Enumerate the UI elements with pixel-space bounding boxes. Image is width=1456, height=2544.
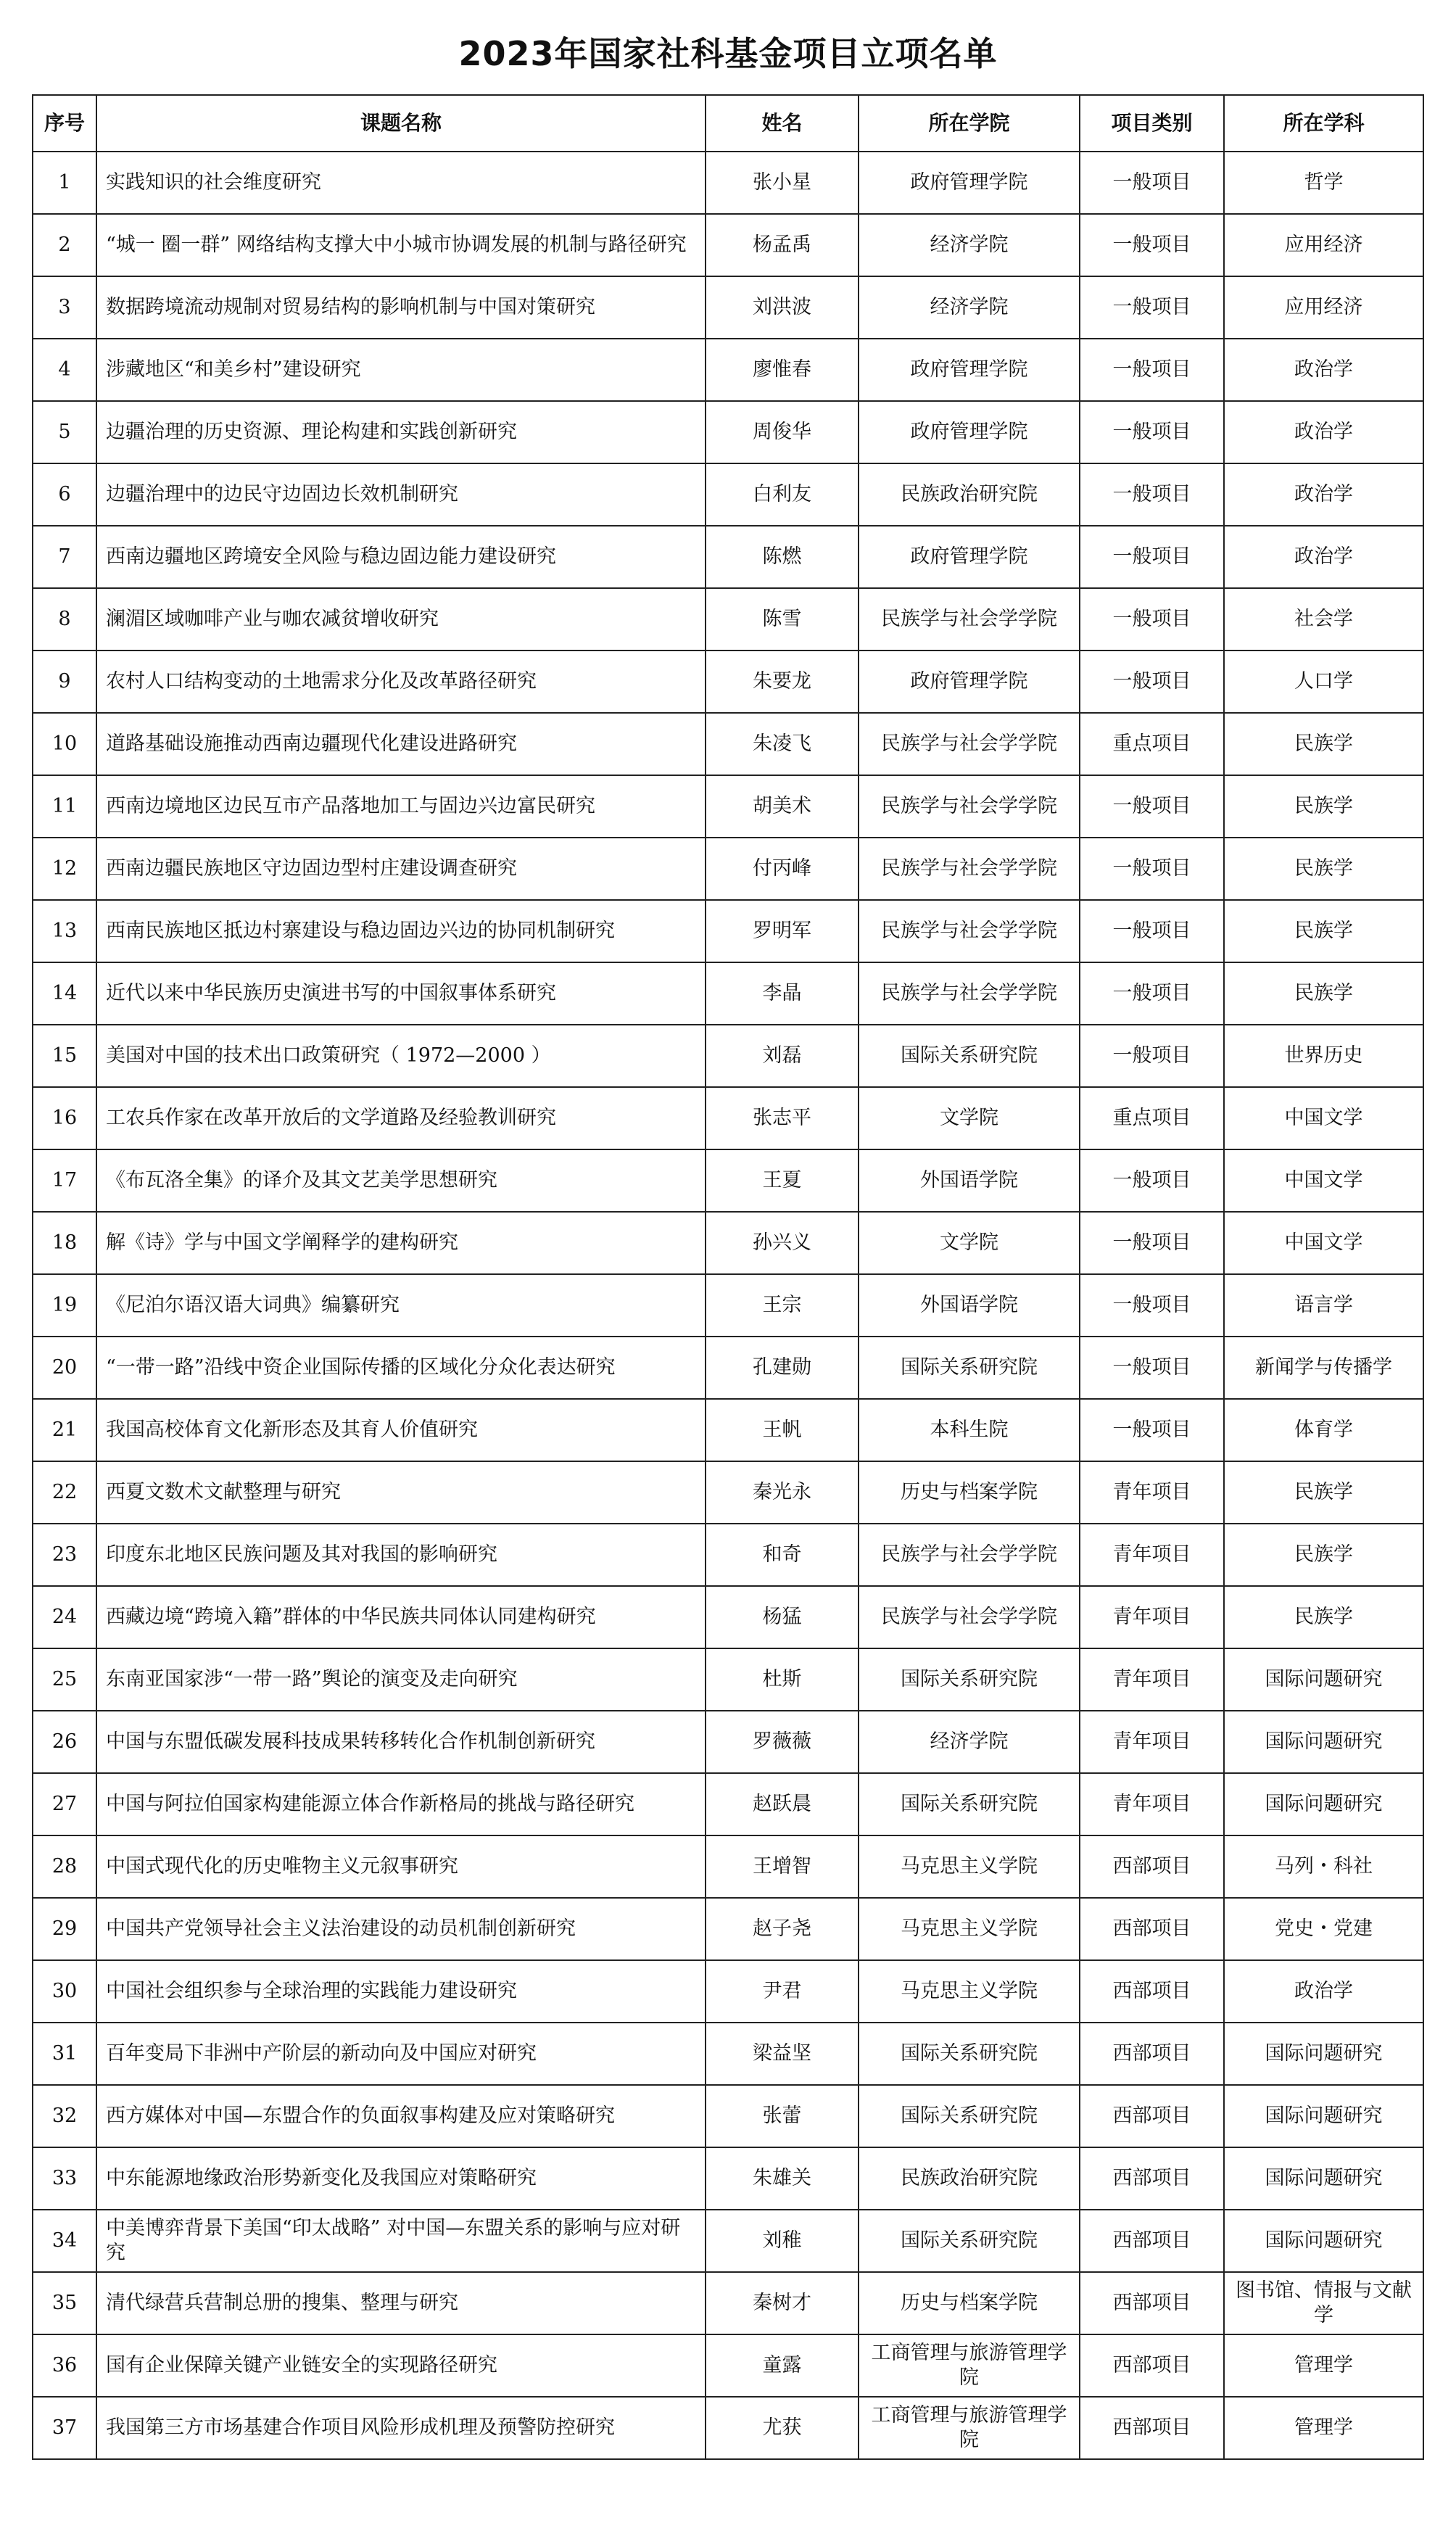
cell-no: 2	[33, 214, 96, 276]
cell-subject: 政治学	[1224, 1960, 1423, 2023]
table-row	[33, 526, 1423, 588]
cell-type: 一般项目	[1080, 588, 1224, 651]
cell-subject: 体育学	[1224, 1399, 1423, 1461]
cell-type: 一般项目	[1080, 838, 1224, 900]
table-row	[33, 152, 1423, 214]
cell-name: 刘稚	[706, 2210, 859, 2272]
cell-type: 一般项目	[1080, 152, 1224, 214]
cell-name: 朱要龙	[706, 651, 859, 713]
cell-topic: “城一 圈一群” 网络结构支撑大中小城市协调发展的机制与路径研究	[96, 214, 706, 276]
cell-subject: 民族学	[1224, 900, 1423, 962]
cell-topic: 涉藏地区“和美乡村”建设研究	[96, 339, 706, 401]
cell-topic: 西南边疆地区跨境安全风险与稳边固边能力建设研究	[96, 526, 706, 588]
cell-type: 一般项目	[1080, 900, 1224, 962]
cell-subject: 哲学	[1224, 152, 1423, 214]
cell-name: 王夏	[706, 1149, 859, 1212]
cell-school: 经济学院	[859, 276, 1080, 339]
cell-topic: 我国高校体育文化新形态及其育人价值研究	[96, 1399, 706, 1461]
cell-topic: 中国共产党领导社会主义法治建设的动员机制创新研究	[96, 1898, 706, 1960]
cell-subject: 民族学	[1224, 775, 1423, 838]
header-name: 姓名	[706, 95, 859, 152]
cell-subject: 人口学	[1224, 651, 1423, 713]
cell-school: 历史与档案学院	[859, 1461, 1080, 1524]
cell-no: 6	[33, 463, 96, 526]
cell-name: 王增智	[706, 1835, 859, 1898]
cell-type: 西部项目	[1080, 2334, 1224, 2397]
cell-subject: 国际问题研究	[1224, 1711, 1423, 1773]
cell-topic: 东南亚国家涉“一带一路”舆论的演变及走向研究	[96, 1648, 706, 1711]
cell-type: 一般项目	[1080, 1337, 1224, 1399]
cell-topic: 农村人口结构变动的土地需求分化及改革路径研究	[96, 651, 706, 713]
cell-name: 秦光永	[706, 1461, 859, 1524]
cell-topic: 印度东北地区民族问题及其对我国的影响研究	[96, 1524, 706, 1586]
cell-type: 一般项目	[1080, 1025, 1224, 1087]
table-row	[33, 1337, 1423, 1399]
cell-subject: 国际问题研究	[1224, 1773, 1423, 1835]
cell-name: 孙兴义	[706, 1212, 859, 1274]
cell-subject: 党史・党建	[1224, 1898, 1423, 1960]
cell-name: 杨猛	[706, 1586, 859, 1648]
table-row	[33, 2272, 1423, 2334]
cell-name: 赵子尧	[706, 1898, 859, 1960]
cell-subject: 语言学	[1224, 1274, 1423, 1337]
cell-subject: 民族学	[1224, 838, 1423, 900]
cell-school: 政府管理学院	[859, 651, 1080, 713]
cell-name: 李晶	[706, 962, 859, 1025]
cell-type: 西部项目	[1080, 1898, 1224, 1960]
cell-topic: 澜湄区域咖啡产业与咖农减贫增收研究	[96, 588, 706, 651]
table-row	[33, 2210, 1423, 2272]
cell-subject: 中国文学	[1224, 1212, 1423, 1274]
cell-no: 30	[33, 1960, 96, 2023]
cell-school: 国际关系研究院	[859, 2023, 1080, 2085]
cell-name: 张志平	[706, 1087, 859, 1149]
cell-topic: 道路基础设施推动西南边疆现代化建设进路研究	[96, 713, 706, 775]
cell-name: 梁益坚	[706, 2023, 859, 2085]
cell-type: 一般项目	[1080, 1149, 1224, 1212]
table-row	[33, 1960, 1423, 2023]
cell-subject: 政治学	[1224, 339, 1423, 401]
table-row	[33, 962, 1423, 1025]
cell-topic: 西夏文数术文献整理与研究	[96, 1461, 706, 1524]
cell-type: 一般项目	[1080, 276, 1224, 339]
cell-type: 青年项目	[1080, 1773, 1224, 1835]
cell-name: 罗明军	[706, 900, 859, 962]
cell-type: 一般项目	[1080, 463, 1224, 526]
cell-school: 国际关系研究院	[859, 2210, 1080, 2272]
cell-subject: 中国文学	[1224, 1087, 1423, 1149]
cell-name: 张蕾	[706, 2085, 859, 2147]
cell-school: 民族政治研究院	[859, 463, 1080, 526]
cell-subject: 民族学	[1224, 962, 1423, 1025]
cell-subject: 应用经济	[1224, 214, 1423, 276]
cell-type: 西部项目	[1080, 2023, 1224, 2085]
cell-no: 1	[33, 152, 96, 214]
header-topic: 课题名称	[96, 95, 706, 152]
cell-type: 一般项目	[1080, 214, 1224, 276]
cell-no: 17	[33, 1149, 96, 1212]
cell-school: 民族学与社会学学院	[859, 1586, 1080, 1648]
cell-name: 杨孟禹	[706, 214, 859, 276]
header-type: 项目类别	[1080, 95, 1224, 152]
cell-subject: 应用经济	[1224, 276, 1423, 339]
cell-name: 杜斯	[706, 1648, 859, 1711]
cell-no: 16	[33, 1087, 96, 1149]
cell-school: 国际关系研究院	[859, 2085, 1080, 2147]
cell-no: 31	[33, 2023, 96, 2085]
cell-name: 尹君	[706, 1960, 859, 2023]
cell-name: 王宗	[706, 1274, 859, 1337]
cell-type: 一般项目	[1080, 401, 1224, 463]
table-row	[33, 775, 1423, 838]
cell-topic: 美国对中国的技术出口政策研究（ 1972—2000 ）	[96, 1025, 706, 1087]
cell-type: 一般项目	[1080, 1274, 1224, 1337]
cell-type: 一般项目	[1080, 775, 1224, 838]
cell-school: 政府管理学院	[859, 526, 1080, 588]
header-subject: 所在学科	[1224, 95, 1423, 152]
table-row	[33, 1711, 1423, 1773]
cell-topic: “一带一路”沿线中资企业国际传播的区域化分众化表达研究	[96, 1337, 706, 1399]
cell-type: 一般项目	[1080, 1212, 1224, 1274]
cell-school: 民族学与社会学学院	[859, 838, 1080, 900]
cell-topic: 中国与东盟低碳发展科技成果转移转化合作机制创新研究	[96, 1711, 706, 1773]
cell-no: 32	[33, 2085, 96, 2147]
cell-name: 白利友	[706, 463, 859, 526]
cell-school: 国际关系研究院	[859, 1773, 1080, 1835]
cell-type: 一般项目	[1080, 1399, 1224, 1461]
cell-name: 朱凌飞	[706, 713, 859, 775]
table-row	[33, 401, 1423, 463]
cell-name: 刘磊	[706, 1025, 859, 1087]
cell-type: 西部项目	[1080, 2210, 1224, 2272]
cell-school: 民族学与社会学学院	[859, 588, 1080, 651]
cell-name: 张小星	[706, 152, 859, 214]
cell-school: 政府管理学院	[859, 401, 1080, 463]
cell-topic: 边疆治理中的边民守边固边长效机制研究	[96, 463, 706, 526]
cell-school: 外国语学院	[859, 1274, 1080, 1337]
cell-school: 民族学与社会学学院	[859, 900, 1080, 962]
cell-name: 秦树才	[706, 2272, 859, 2334]
cell-school: 马克思主义学院	[859, 1898, 1080, 1960]
cell-no: 29	[33, 1898, 96, 1960]
cell-type: 一般项目	[1080, 651, 1224, 713]
cell-school: 政府管理学院	[859, 152, 1080, 214]
cell-school: 文学院	[859, 1212, 1080, 1274]
cell-name: 孔建勋	[706, 1337, 859, 1399]
table-row	[33, 2085, 1423, 2147]
table-row	[33, 1274, 1423, 1337]
cell-no: 26	[33, 1711, 96, 1773]
cell-topic: 国有企业保障关键产业链安全的实现路径研究	[96, 2334, 706, 2397]
table-row	[33, 1025, 1423, 1087]
cell-topic: 实践知识的社会维度研究	[96, 152, 706, 214]
cell-no: 15	[33, 1025, 96, 1087]
cell-type: 西部项目	[1080, 1960, 1224, 2023]
cell-school: 工商管理与旅游管理学院	[859, 2334, 1080, 2397]
cell-no: 21	[33, 1399, 96, 1461]
table-row	[33, 1835, 1423, 1898]
cell-school: 本科生院	[859, 1399, 1080, 1461]
cell-no: 33	[33, 2147, 96, 2210]
cell-type: 西部项目	[1080, 2147, 1224, 2210]
cell-no: 10	[33, 713, 96, 775]
cell-type: 一般项目	[1080, 962, 1224, 1025]
cell-type: 西部项目	[1080, 2272, 1224, 2334]
table-row	[33, 1149, 1423, 1212]
header-school: 所在学院	[859, 95, 1080, 152]
table-row	[33, 1648, 1423, 1711]
cell-type: 青年项目	[1080, 1461, 1224, 1524]
table-row	[33, 1212, 1423, 1274]
cell-no: 34	[33, 2210, 96, 2272]
cell-no: 35	[33, 2272, 96, 2334]
cell-school: 马克思主义学院	[859, 1835, 1080, 1898]
table-row	[33, 588, 1423, 651]
cell-no: 19	[33, 1274, 96, 1337]
cell-subject: 政治学	[1224, 526, 1423, 588]
cell-no: 37	[33, 2397, 96, 2459]
cell-type: 西部项目	[1080, 1835, 1224, 1898]
table-row	[33, 1898, 1423, 1960]
cell-topic: 中东能源地缘政治形势新变化及我国应对策略研究	[96, 2147, 706, 2210]
header-no: 序号	[33, 95, 96, 152]
cell-no: 13	[33, 900, 96, 962]
table-row	[33, 463, 1423, 526]
table-row	[33, 900, 1423, 962]
cell-subject: 民族学	[1224, 1461, 1423, 1524]
cell-topic: 西藏边境“跨境入籍”群体的中华民族共同体认同建构研究	[96, 1586, 706, 1648]
cell-topic: 中国与阿拉伯国家构建能源立体合作新格局的挑战与路径研究	[96, 1773, 706, 1835]
header-row	[33, 95, 1423, 152]
table-row	[33, 2147, 1423, 2210]
cell-school: 工商管理与旅游管理学院	[859, 2397, 1080, 2459]
cell-name: 刘洪波	[706, 276, 859, 339]
cell-school: 经济学院	[859, 1711, 1080, 1773]
cell-subject: 世界历史	[1224, 1025, 1423, 1087]
cell-subject: 国际问题研究	[1224, 1648, 1423, 1711]
cell-topic: 数据跨境流动规制对贸易结构的影响机制与中国对策研究	[96, 276, 706, 339]
cell-no: 22	[33, 1461, 96, 1524]
cell-topic: 中国社会组织参与全球治理的实践能力建设研究	[96, 1960, 706, 2023]
cell-type: 一般项目	[1080, 339, 1224, 401]
cell-name: 和奇	[706, 1524, 859, 1586]
cell-name: 王帆	[706, 1399, 859, 1461]
cell-topic: 西方媒体对中国—东盟合作的负面叙事构建及应对策略研究	[96, 2085, 706, 2147]
cell-type: 西部项目	[1080, 2397, 1224, 2459]
cell-no: 18	[33, 1212, 96, 1274]
table-row	[33, 339, 1423, 401]
table-row	[33, 1087, 1423, 1149]
cell-school: 马克思主义学院	[859, 1960, 1080, 2023]
cell-name: 胡美术	[706, 775, 859, 838]
cell-school: 民族政治研究院	[859, 2147, 1080, 2210]
table-row	[33, 2397, 1423, 2459]
cell-type: 青年项目	[1080, 1586, 1224, 1648]
page-title: 2023年国家社科基金项目立项名单	[458, 34, 998, 73]
cell-topic: 我国第三方市场基建合作项目风险形成机理及预警防控研究	[96, 2397, 706, 2459]
table-row	[33, 1461, 1423, 1524]
cell-school: 外国语学院	[859, 1149, 1080, 1212]
cell-topic: 百年变局下非洲中产阶层的新动向及中国应对研究	[96, 2023, 706, 2085]
cell-topic: 西南边境地区边民互市产品落地加工与固边兴边富民研究	[96, 775, 706, 838]
table-row	[33, 276, 1423, 339]
table-row	[33, 1586, 1423, 1648]
cell-no: 25	[33, 1648, 96, 1711]
cell-name: 周俊华	[706, 401, 859, 463]
cell-subject: 马列・科社	[1224, 1835, 1423, 1898]
cell-name: 罗薇薇	[706, 1711, 859, 1773]
table-row	[33, 1524, 1423, 1586]
cell-name: 廖惟春	[706, 339, 859, 401]
cell-subject: 社会学	[1224, 588, 1423, 651]
cell-topic: 工农兵作家在改革开放后的文学道路及经验教训研究	[96, 1087, 706, 1149]
cell-school: 民族学与社会学学院	[859, 962, 1080, 1025]
table-row	[33, 214, 1423, 276]
table-row	[33, 1399, 1423, 1461]
table-row	[33, 1773, 1423, 1835]
cell-subject: 新闻学与传播学	[1224, 1337, 1423, 1399]
cell-no: 27	[33, 1773, 96, 1835]
cell-subject: 管理学	[1224, 2397, 1423, 2459]
cell-name: 陈雪	[706, 588, 859, 651]
cell-type: 西部项目	[1080, 2085, 1224, 2147]
cell-no: 24	[33, 1586, 96, 1648]
cell-no: 12	[33, 838, 96, 900]
cell-topic: 中国式现代化的历史唯物主义元叙事研究	[96, 1835, 706, 1898]
cell-school: 国际关系研究院	[859, 1648, 1080, 1711]
cell-type: 重点项目	[1080, 1087, 1224, 1149]
table-row	[33, 713, 1423, 775]
cell-topic: 解《诗》学与中国文学阐释学的建构研究	[96, 1212, 706, 1274]
cell-subject: 中国文学	[1224, 1149, 1423, 1212]
project-table	[32, 94, 1424, 2460]
cell-subject: 国际问题研究	[1224, 2147, 1423, 2210]
table-row	[33, 2334, 1423, 2397]
cell-subject: 国际问题研究	[1224, 2210, 1423, 2272]
cell-name: 赵跃晨	[706, 1773, 859, 1835]
cell-subject: 民族学	[1224, 1524, 1423, 1586]
table-row	[33, 2023, 1423, 2085]
cell-type: 青年项目	[1080, 1711, 1224, 1773]
cell-subject: 政治学	[1224, 401, 1423, 463]
cell-subject: 图书馆、情报与文献学	[1224, 2272, 1423, 2334]
cell-no: 36	[33, 2334, 96, 2397]
cell-name: 尤获	[706, 2397, 859, 2459]
cell-no: 9	[33, 651, 96, 713]
cell-subject: 国际问题研究	[1224, 2085, 1423, 2147]
cell-topic: 西南边疆民族地区守边固边型村庄建设调查研究	[96, 838, 706, 900]
cell-type: 重点项目	[1080, 713, 1224, 775]
cell-subject: 管理学	[1224, 2334, 1423, 2397]
cell-no: 7	[33, 526, 96, 588]
cell-topic: 清代绿营兵营制总册的搜集、整理与研究	[96, 2272, 706, 2334]
cell-no: 28	[33, 1835, 96, 1898]
cell-type: 青年项目	[1080, 1648, 1224, 1711]
cell-school: 文学院	[859, 1087, 1080, 1149]
cell-name: 陈燃	[706, 526, 859, 588]
cell-no: 11	[33, 775, 96, 838]
cell-school: 民族学与社会学学院	[859, 775, 1080, 838]
cell-subject: 政治学	[1224, 463, 1423, 526]
cell-no: 5	[33, 401, 96, 463]
cell-name: 付丙峰	[706, 838, 859, 900]
cell-name: 童露	[706, 2334, 859, 2397]
cell-school: 国际关系研究院	[859, 1025, 1080, 1087]
cell-school: 政府管理学院	[859, 339, 1080, 401]
cell-topic: 西南民族地区抵边村寨建设与稳边固边兴边的协同机制研究	[96, 900, 706, 962]
cell-no: 8	[33, 588, 96, 651]
cell-school: 民族学与社会学学院	[859, 1524, 1080, 1586]
cell-topic: 中美博弈背景下美国“印太战略” 对中国—东盟关系的影响与应对研究	[96, 2210, 706, 2272]
cell-topic: 边疆治理的历史资源、理论构建和实践创新研究	[96, 401, 706, 463]
cell-subject: 民族学	[1224, 713, 1423, 775]
table-row	[33, 651, 1423, 713]
cell-topic: 近代以来中华民族历史演进书写的中国叙事体系研究	[96, 962, 706, 1025]
table-row	[33, 838, 1423, 900]
cell-topic: 《布瓦洛全集》的译介及其文艺美学思想研究	[96, 1149, 706, 1212]
cell-no: 23	[33, 1524, 96, 1586]
cell-subject: 民族学	[1224, 1586, 1423, 1648]
cell-no: 4	[33, 339, 96, 401]
cell-subject: 国际问题研究	[1224, 2023, 1423, 2085]
cell-no: 14	[33, 962, 96, 1025]
cell-name: 朱雄关	[706, 2147, 859, 2210]
cell-type: 一般项目	[1080, 526, 1224, 588]
cell-type: 青年项目	[1080, 1524, 1224, 1586]
cell-no: 20	[33, 1337, 96, 1399]
cell-no: 3	[33, 276, 96, 339]
cell-school: 历史与档案学院	[859, 2272, 1080, 2334]
cell-school: 经济学院	[859, 214, 1080, 276]
cell-topic: 《尼泊尔语汉语大词典》编纂研究	[96, 1274, 706, 1337]
cell-school: 国际关系研究院	[859, 1337, 1080, 1399]
cell-school: 民族学与社会学学院	[859, 713, 1080, 775]
